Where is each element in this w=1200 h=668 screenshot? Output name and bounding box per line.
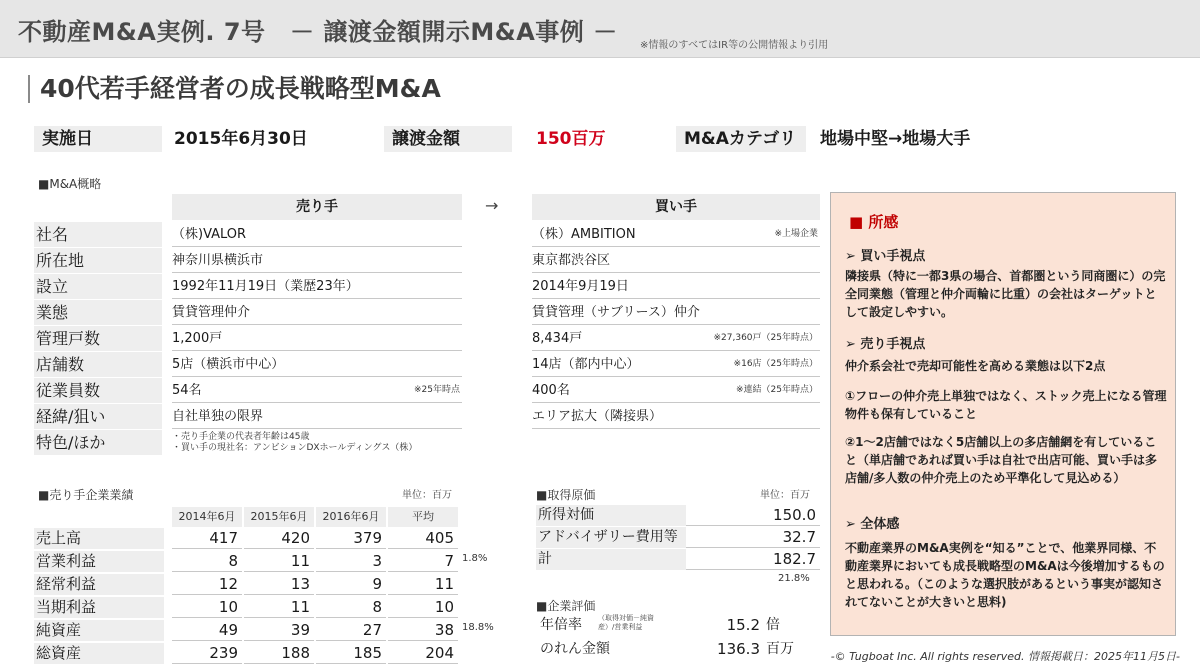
overview-row: [34, 404, 820, 430]
feature-line: ・買い手の現社名：アンビションDXホールディングス（株）: [172, 443, 418, 453]
row-label: 設立: [34, 274, 162, 299]
eval-value: 15.2: [726, 616, 760, 634]
eval-note: [598, 614, 654, 632]
acquisition-unit: 単位：百万: [760, 490, 810, 501]
performance-row: [34, 643, 460, 665]
overview-row: [34, 274, 820, 300]
perf-value: 204: [388, 643, 458, 664]
perf-value: 12: [172, 574, 242, 595]
buyer-cell: [532, 222, 820, 247]
seller-value: 自社単独の限界: [172, 409, 264, 424]
row-label: 業態: [34, 300, 162, 325]
perf-value: 13: [244, 574, 314, 595]
buyer-value: （株）AMBITION: [532, 227, 636, 242]
eval-unit: 倍: [766, 617, 780, 633]
date-value: 2015年6月30日: [174, 129, 308, 149]
header-bar: [0, 0, 1200, 58]
buyer-value: 400名: [532, 383, 570, 398]
acquisition-row: [536, 505, 820, 527]
perf-label: 営業利益: [34, 551, 164, 572]
buyer-cell: [532, 352, 820, 377]
perf-value: 7: [388, 551, 458, 572]
performance-row: [34, 528, 460, 550]
eval-note-line: （取得対価－純資: [598, 614, 654, 622]
perf-col-average: 平均: [388, 507, 458, 527]
performance-row: [34, 551, 460, 573]
feature-notes: [172, 430, 462, 460]
price-value: 150百万: [536, 129, 606, 149]
perf-value: 420: [244, 528, 314, 549]
impression-panel: [830, 192, 1176, 636]
perf-col-2014: 2014年6月: [172, 507, 242, 527]
eval-label: のれん金額: [540, 641, 610, 657]
seller-value: 1992年11月19日（業歴23年）: [172, 279, 359, 294]
eval-value: 136.3: [717, 640, 760, 658]
perf-value: 38: [388, 620, 458, 641]
row-label: 経緯/狙い: [34, 404, 162, 429]
perf-value: 10: [388, 597, 458, 618]
seller-value: 5店（横浜市中心）: [172, 357, 285, 372]
seller-point-1: ①フローの仲介売上単独ではなく、ストック売上になる管理物件も保有していること: [845, 389, 1167, 421]
perf-value: 10: [172, 597, 242, 618]
perf-value: 27: [316, 620, 386, 641]
performance-row: [34, 620, 460, 642]
buyer-value: 東京都渋谷区: [532, 253, 611, 268]
perf-col-2016: 2016年6月: [316, 507, 386, 527]
buyer-view-head: ➢ 買い手視点: [845, 249, 926, 264]
right-arrow-icon: →: [485, 196, 499, 215]
buyer-note: ※27,360戸（25年時点）: [713, 333, 818, 343]
overview-row: [34, 378, 820, 404]
perf-label: 総資産: [34, 643, 164, 664]
buyer-cell: [532, 300, 820, 325]
performance-row: [34, 597, 460, 619]
buyer-note: ※16店（25年時点）: [733, 359, 818, 369]
seller-cell: [172, 378, 462, 403]
date-label: 実施日: [34, 126, 162, 152]
row-label: 管理戸数: [34, 326, 162, 351]
seller-value: 神奈川県横浜市: [172, 253, 264, 268]
performance-unit: 単位：百万: [402, 490, 452, 501]
seller-note: ※25年時点: [414, 385, 460, 395]
eval-label: 年倍率: [540, 617, 582, 633]
eval-note-line: 産）/営業利益: [598, 623, 643, 631]
buyer-value: 賃貸管理（サブリース）仲介: [532, 305, 700, 320]
buyer-cell: [532, 404, 820, 429]
seller-cell: [172, 352, 462, 377]
perf-label: 純資産: [34, 620, 164, 641]
feature-line: ・売り手企業の代表者年齢は45歳: [172, 432, 310, 442]
seller-cell: [172, 274, 462, 299]
buyer-view-text: 隣接県（特に一都3県の場合、首都圏という同商圏に）の完全同業態（管理と仲介両輪に比重）の会社はターゲットとして設定しやすい。: [845, 269, 1166, 319]
price-label: 譲渡金額: [384, 126, 512, 152]
overview-row: [34, 300, 820, 326]
perf-label: 経常利益: [34, 574, 164, 595]
seller-cell: [172, 326, 462, 351]
feature-label: 特色/ほか: [34, 430, 162, 455]
evaluation-section-label: ■企業評価: [536, 599, 596, 613]
seller-value: 賃貸管理仲介: [172, 305, 251, 320]
perf-value: 417: [172, 528, 242, 549]
perf-value: 379: [316, 528, 386, 549]
perf-value: 11: [388, 574, 458, 595]
category-value: 地場中堅→地場大手: [820, 129, 971, 149]
buyer-cell: [532, 274, 820, 299]
overall-view-text: 不動産業界のM&A実例を“知る”ことで、他業界同様、不動産業界においても成長戦略型のM&Aは今後増加するものと思われる。（このような選択肢があるという事実が認知されてないことが大きいと思料): [845, 541, 1165, 609]
row-label: 所在地: [34, 248, 162, 273]
overview-row: [34, 326, 820, 352]
acquisition-section-label: ■取得原価: [536, 488, 596, 502]
overview-row: [34, 222, 820, 248]
acq-label: 計: [536, 549, 686, 570]
seller-cell: [172, 404, 462, 429]
row-label: 従業員数: [34, 378, 162, 403]
acq-label: 所得対価: [536, 505, 686, 526]
perf-label: 売上高: [34, 528, 164, 549]
perf-value: 11: [244, 551, 314, 572]
buyer-cell: [532, 326, 820, 351]
seller-value: （株)VALOR: [172, 227, 247, 242]
perf-label: 当期利益: [34, 597, 164, 618]
seller-view-intro: 仲介系会社で売却可能性を高める業態は以下2点: [845, 359, 1106, 373]
seller-cell: [172, 222, 462, 247]
buyer-value: 14店（都内中心）: [532, 357, 640, 372]
row-label: 社名: [34, 222, 162, 247]
buyer-value: 2014年9月19日: [532, 279, 629, 294]
acq-label: アドバイザリー費用等: [536, 527, 686, 548]
perf-value: 11: [244, 597, 314, 618]
acq-value: 32.7: [686, 527, 820, 548]
buyer-column-head: 買い手: [532, 194, 820, 220]
seller-point-2: ②1～2店舗ではなく5店舗以上の多店舗網を有していること（単店舗であれば買い手は自社で出店可能、買い手は多店舗/多人数の仲介売上のため平準化して見込める）: [845, 435, 1158, 485]
perf-pct: 18.8%: [462, 622, 494, 633]
perf-value: 8: [172, 551, 242, 572]
acq-value: 150.0: [686, 505, 820, 526]
perf-value: 188: [244, 643, 314, 664]
seller-column-head: 売り手: [172, 194, 462, 220]
perf-value: 185: [316, 643, 386, 664]
perf-value: 3: [316, 551, 386, 572]
eval-unit: 百万: [766, 641, 794, 657]
overview-row: [34, 352, 820, 378]
seller-value: 1,200戸: [172, 331, 223, 346]
acquisition-row: [536, 549, 820, 571]
category-label: M&Aカテゴリ: [676, 126, 806, 152]
seller-cell: [172, 300, 462, 325]
perf-value: 49: [172, 620, 242, 641]
feature-row: [34, 430, 820, 464]
perf-value: 39: [244, 620, 314, 641]
page-subtitle: 40代若手経営者の成長戦略型M&A: [28, 75, 441, 103]
buyer-cell: [532, 378, 820, 403]
row-label: 店舗数: [34, 352, 162, 377]
footer-copyright: -© Tugboat Inc. All rights reserved. 情報掲載日：2025年11月5日-: [830, 650, 1180, 663]
acq-value: 182.7: [686, 549, 820, 570]
performance-row: [34, 574, 460, 596]
overview-row: [34, 248, 820, 274]
performance-section-label: ■売り手企業業績: [38, 488, 134, 502]
acquisition-pct: 21.8%: [778, 573, 810, 584]
perf-value: 405: [388, 528, 458, 549]
perf-pct: 1.8%: [462, 553, 488, 564]
buyer-cell: [532, 248, 820, 273]
acquisition-row: [536, 527, 820, 549]
header-title: 不動産M&A実例. 7号 － 譲渡金額開示M&A事例 －: [18, 18, 618, 46]
impression-title: ■ 所感: [849, 213, 899, 231]
buyer-value: 8,434戸: [532, 331, 583, 346]
seller-view-head: ➢ 売り手視点: [845, 337, 926, 352]
buyer-note: ※連結（25年時点）: [736, 385, 818, 395]
overall-view-head: ➢ 全体感: [845, 517, 900, 532]
source-note: ※情報のすべてはIR等の公開情報より引用: [640, 40, 829, 51]
perf-value: 8: [316, 597, 386, 618]
buyer-value: エリア拡大（隣接県）: [532, 409, 663, 424]
buyer-note: ※上場企業: [774, 229, 818, 239]
perf-col-2015: 2015年6月: [244, 507, 314, 527]
overview-section-label: ■M&A概略: [38, 177, 102, 191]
seller-cell: [172, 248, 462, 273]
seller-value: 54名: [172, 383, 202, 398]
perf-value: 9: [316, 574, 386, 595]
perf-value: 239: [172, 643, 242, 664]
